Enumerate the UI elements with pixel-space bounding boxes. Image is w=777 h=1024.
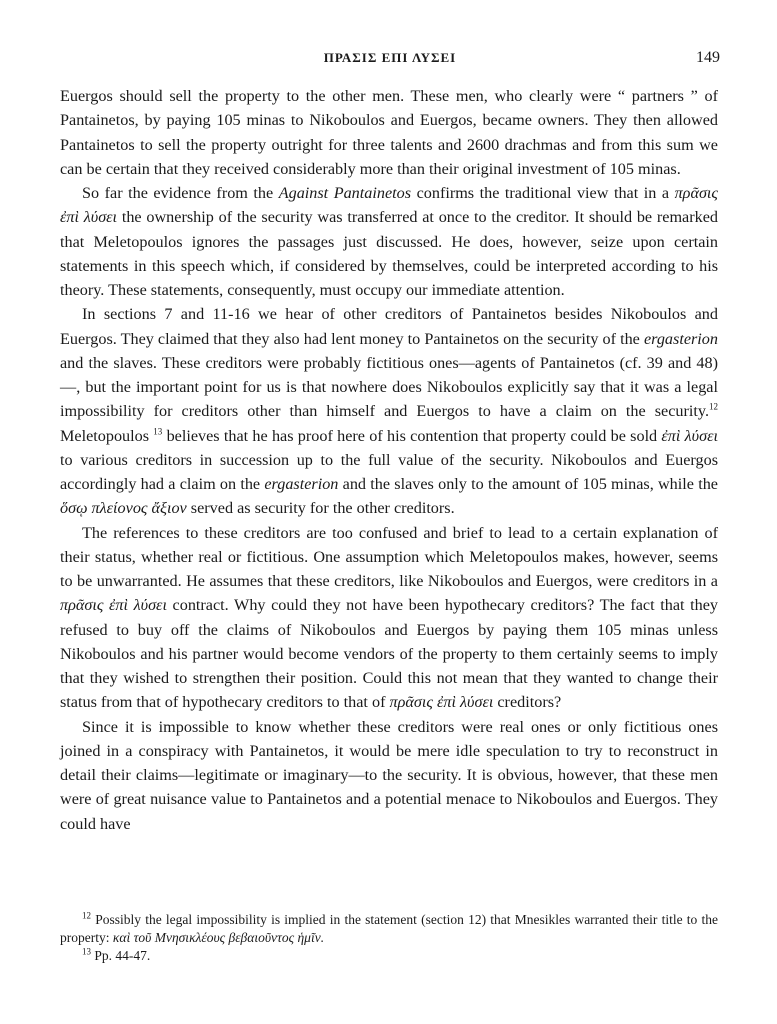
text-run: and the slaves. These creditors were probably fictitious ones—agents of Pantainetos (cf. 39 and 48)—, but the important point for us is that nowhere does Nikoboulos explicitly say that it was a legal impossibility for creditors other than himself and Euergos to have a claim on the security. [60,353,718,421]
footnotes [60,911,718,965]
text-run: So far the evidence from the [82,184,279,202]
page-number: 149 [696,49,720,66]
text-run: the ownership of the security was transferred at once to the creditor. It should be remarked that Meletopoulos ignores the passages just discussed. He does, however, seize upon certain statements in this speech which, if considered by themselves, could be interpreted according to his theory. These statements, consequently, must occupy our immediate attention. [60,208,718,299]
footnote [60,911,718,947]
text-run: believes that he has proof here of his contention that property could be sold [162,426,662,445]
paragraph [60,181,718,302]
footnote-text: Possibly the legal impossibility is implied in the statement (section 12) that Mnesikles warranted their title to the property: [60,912,718,945]
paragraph [60,521,718,715]
paragraph [60,84,718,181]
greek-term: πρᾶσις ἐπὶ λύσει [389,693,494,712]
text-run: creditors? [493,693,562,712]
greek-term: πρᾶσις ἐπὶ λύσει [60,184,718,227]
footnote-greek: καὶ τοῦ Μνησικλέους βεβαιοῦντος ἡμῖν. [112,930,325,945]
italic-title: Against Pantainetos [278,184,412,202]
greek-term: ὅσῳ πλείονος ἄξιον [60,499,187,518]
text-run: In sections 7 and 11-16 we hear of other creditors of Pantainetos besides Nikoboulos and Euergos. They claimed that they also had lent money to Pantainetos on the security of the [60,305,718,348]
body-text [60,84,718,836]
text-run: Since it is impossible to know whether these creditors were real ones or only fictitious ones joined in a conspiracy with Pantainetos, it would be mere idle speculation to try to reconstruct in detail their claims—legitimate or imaginary—to the security. It is obvious, however, that these men were of great nuisance value to Pantainetos and a potential menace to Nikoboulos and Euergos. They could have [60,717,718,833]
running-head-title: ΠΡΑΣΙΣ ΕΠΙ ΛΥΣΕΙ [323,50,457,65]
greek-term: ἐπὶ λύσει [661,426,718,445]
paragraph [60,715,718,836]
footnote-ref: 12 [709,401,718,412]
text-run: to various creditors in succession up to the full value of the security. Nikoboulos and Euergos accordingly had a claim on the [60,450,718,493]
text-run: served as security for the other creditors. [186,499,455,518]
footnote [60,947,718,965]
text-run: Euergos should sell the property to the other men. These men, who clearly were “ partners ” of Pantainetos, by paying 105 minas to Nikoboulos and Euergos, became owners. They then allowed Pantainetos to sell the property outright for three talents and 2600 drachmas and from this sum we can be certain that they received considerably more than their original investment of 105 minas. [60,87,718,178]
footnote-number: 13 [82,946,91,957]
text-run: confirms the traditional view that in a [411,184,675,202]
footnote-text: Pp. 44-47. [91,948,151,963]
text-run: Meletopoulos [60,426,154,445]
text-run: and the slaves only to the amount of 105 minas, while the [338,475,718,493]
footnote-ref: 13 [153,426,163,437]
italic-term: ergasterion [264,475,339,493]
running-head [60,50,720,74]
text-run: contract. Why could they not have been hypothecary creditors? The fact that they refused to buy off the claims of Nikoboulos and Euergos by paying them 105 minas unless Nikoboulos and his partner would become vendors of the property to them certainly seems to imply that they wished to strengthen their position. Could this not mean that they wanted to change their status from that of hypothecary creditors to that of [60,596,718,712]
paragraph [60,302,718,520]
italic-term: ergasterion [643,329,718,348]
greek-term: πρᾶσις ἐπὶ λύσει [60,596,167,615]
footnote-number: 12 [82,910,91,921]
text-run: The references to these creditors are too confused and brief to lead to a certain explanation of their status, whether real or fictitious. One assumption which Meletopoulos makes, however, seems to be unwarranted. He assumes that these creditors, like Nikoboulos and Euergos, were creditors in a [60,523,718,590]
